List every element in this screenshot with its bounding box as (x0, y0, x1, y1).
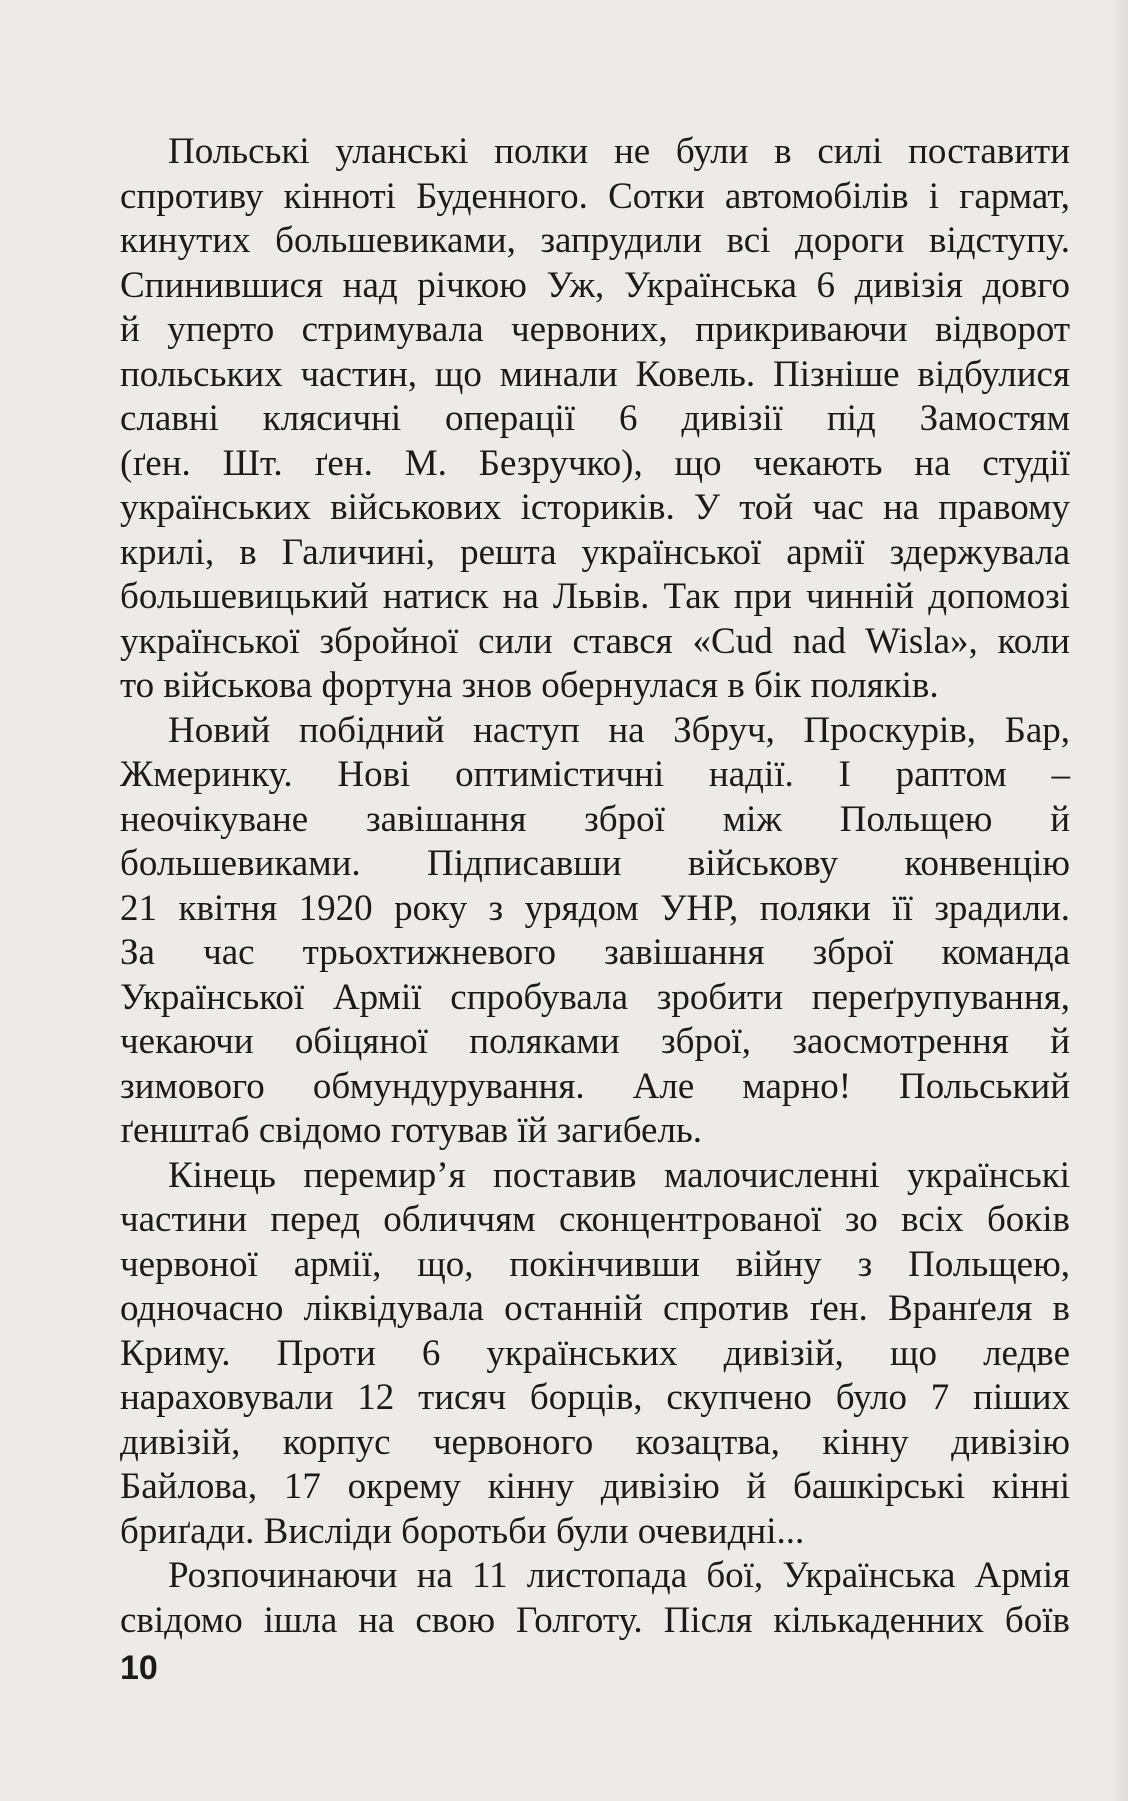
text-line: зимового обмундурування. Але марно! Польський (120, 1065, 1070, 1107)
text-line: Розпочинаючи на 11 листопада бої, Українська Армія (168, 1555, 1070, 1596)
paragraph-3 (120, 1154, 1070, 1555)
text-line: частини перед обличчям сконцентрованої зо всіх боків (120, 1199, 1070, 1240)
text-line: Спинившися над річкою Уж, Українська 6 дивізія довго (120, 264, 1070, 306)
text-line: крилі, в Галичині, решта української армії здержувала (120, 531, 1070, 573)
paragraph-2 (120, 709, 1070, 1154)
paragraph-1 (120, 130, 1070, 709)
text-line: (ґен. Шт. ґен. М. Безручко), що чекають на студії (120, 442, 1070, 484)
text-line: українських військових істориків. У той час на правому (120, 487, 1070, 528)
text-line: неочікуване завішання зброї між Польщею й (120, 798, 1070, 840)
text-line: свідомо ішла на свою Голготу. Після кількаденних боїв (120, 1599, 1070, 1641)
text-line: Кінець перемир’я поставив малочисленні українські (168, 1154, 1070, 1196)
text-line: бриґади. Висліди боротьби були очевидні... (120, 1510, 805, 1552)
text-line: ґенштаб свідомо готував їй загибель. (120, 1110, 703, 1151)
text-line: За час трьохтижневого завішання зброї команда (120, 932, 1070, 973)
text-line: большевиками. Підписавши військову конвенцію (120, 843, 1070, 884)
text-line: дивізій, корпус червоного козацтва, кінну дивізію (120, 1421, 1070, 1463)
text-line: большевицький натиск на Львів. Так при чинній допомозі (120, 576, 1070, 617)
text-line: Української Армії спробувала зробити переґрупування, (120, 976, 1070, 1018)
paragraph-4 (120, 1554, 1070, 1643)
text-line: Новий побідний наступ на Збруч, Проскурів, Бар, (168, 709, 1070, 751)
text-line: спротиву кінноті Буденного. Сотки автомобілів і гармат, (120, 175, 1070, 217)
text-line: Байлова, 17 окрему кінну дивізію й башкірські кінні (120, 1466, 1070, 1507)
text-line: чекаючи обіцяної поляками зброї, заосмотрення й (120, 1021, 1070, 1062)
text-line: української збройної сили стався «Cud nad Wisla», коли (120, 620, 1070, 662)
text-line: червоної армії, що, покінчивши війну з Польщею, (120, 1243, 1070, 1285)
text-line: одночасно ліквідувала останній спротив ґен. Вранґеля в (120, 1288, 1070, 1329)
text-line: Жмеринку. Нові оптимістичні надії. І раптом – (120, 754, 1070, 795)
text-line: 21 квітня 1920 року з урядом УНР, поляки її зрадили. (120, 887, 1070, 929)
text-line: й уперто стримувала червоних, прикриваючи відворот (120, 309, 1070, 350)
text-line: то військова фортуна знов обернулася в бік поляків. (120, 665, 939, 706)
page-number: 10 (120, 1649, 158, 1687)
text-line: польських частин, що минали Ковель. Пізніше відбулися (120, 353, 1070, 395)
body-text (120, 130, 1070, 1643)
text-line: нараховували 12 тисяч борців, скупчено було 7 піших (120, 1377, 1070, 1418)
text-line: славні клясичні операції 6 дивізії під Замостям (120, 398, 1070, 439)
text-line: Польські уланські полки не були в силі поставити (168, 131, 1070, 172)
text-line: кинутих большевиками, запрудили всі дороги відступу. (120, 220, 1070, 261)
text-line: Криму. Проти 6 українських дивізій, що ледве (120, 1332, 1070, 1374)
